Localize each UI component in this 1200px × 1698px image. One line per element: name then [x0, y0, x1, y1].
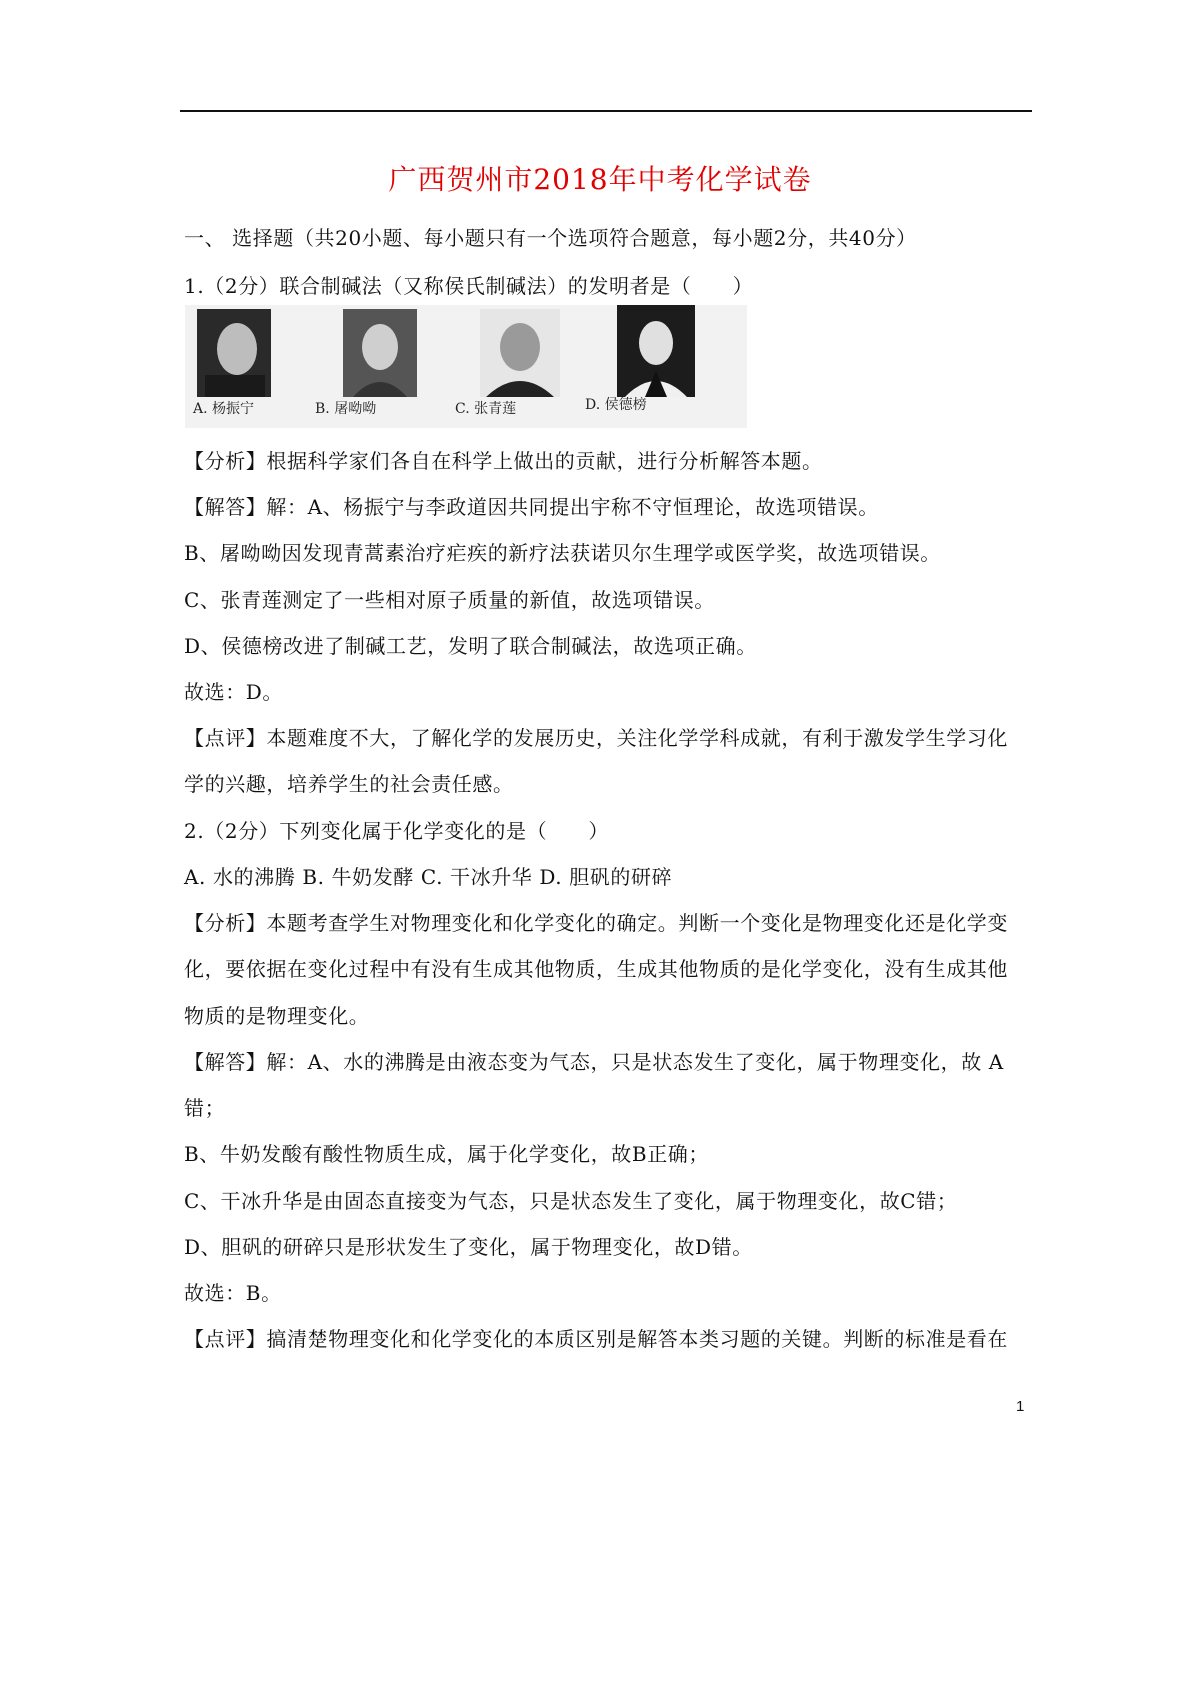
question-2-options: A. 水的沸腾 B. 牛奶发酵 C. 干冰升华 D. 胆矾的研碎 — [184, 865, 673, 889]
portrait-c — [480, 309, 560, 397]
section-heading: 一、 选择题（共20小题、每小题只有一个选项符合题意，每小题2分，共40分） — [184, 226, 917, 250]
question-2-stem: 2.（2分）下列变化属于化学变化的是（ ） — [184, 819, 610, 843]
question-1-answer-line: D、侯德榜改进了制碱工艺，发明了联合制碱法，故选项正确。 — [184, 634, 757, 658]
question-2-answer-line: C、干冰升华是由固态直接变为气态，只是状态发生了变化，属于物理变化，故C错； — [184, 1189, 958, 1213]
question-2-answer-line: 错； — [184, 1096, 226, 1120]
portrait-a — [197, 309, 271, 397]
question-1-choice: 故选：D。 — [184, 680, 284, 704]
option-d-caption: D. 侯德榜 — [585, 397, 647, 413]
question-1-answer-line: C、张青莲测定了一些相对原子质量的新值，故选项错误。 — [184, 588, 715, 612]
option-c-caption: C. 张青莲 — [455, 401, 517, 417]
page-title: 广西贺州市2018年中考化学试卷 — [388, 163, 812, 196]
question-2-analysis-line: 化，要依据在变化过程中有没有生成其他物质，生成其他物质的是化学变化，没有生成其他 — [184, 957, 1008, 981]
question-1-answer-line: B、屠呦呦因发现青蒿素治疗疟疾的新疗法获诺贝尔生理学或医学奖，故选项错误。 — [184, 541, 941, 565]
question-2-analysis-line: 【分析】本题考查学生对物理变化和化学变化的确定。判断一个变化是物理变化还是化学变 — [184, 911, 1008, 935]
page-number: 1 — [1016, 1398, 1025, 1415]
option-b-caption: B. 屠呦呦 — [315, 401, 377, 417]
option-a-caption: A. 杨振宁 — [193, 401, 255, 417]
question-1-review-line: 【点评】本题难度不大，了解化学的发展历史，关注化学学科成就，有利于激发学生学习化 — [184, 726, 1008, 750]
header-rule — [180, 110, 1032, 112]
question-1-analysis: 【分析】根据科学家们各自在科学上做出的贡献，进行分析解答本题。 — [184, 449, 823, 473]
question-2-review: 【点评】搞清楚物理变化和化学变化的本质区别是解答本类习题的关键。判断的标准是看在 — [184, 1327, 1008, 1351]
scientist-portraits — [185, 305, 747, 428]
question-2-answer-line: 【解答】解：A、水的沸腾是由液态变为气态，只是状态发生了变化，属于物理变化，故 A — [184, 1050, 1004, 1074]
portrait-b — [343, 309, 417, 397]
question-2-analysis-line: 物质的是物理变化。 — [184, 1004, 370, 1028]
portrait-d — [617, 305, 695, 397]
question-1-review-line: 学的兴趣，培养学生的社会责任感。 — [184, 772, 514, 796]
question-2-answer-line: B、牛奶发酸有酸性物质生成，属于化学变化，故B正确； — [184, 1142, 709, 1166]
question-2-choice: 故选：B。 — [184, 1281, 282, 1305]
question-1-answer-line: 【解答】解：A、杨振宁与李政道因共同提出宇称不守恒理论，故选项错误。 — [184, 495, 879, 519]
question-1-stem: 1.（2分）联合制碱法（又称侯氏制碱法）的发明者是（ ） — [184, 274, 754, 298]
question-2-answer-line: D、胆矾的研碎只是形状发生了变化，属于物理变化，故D错。 — [184, 1235, 753, 1259]
